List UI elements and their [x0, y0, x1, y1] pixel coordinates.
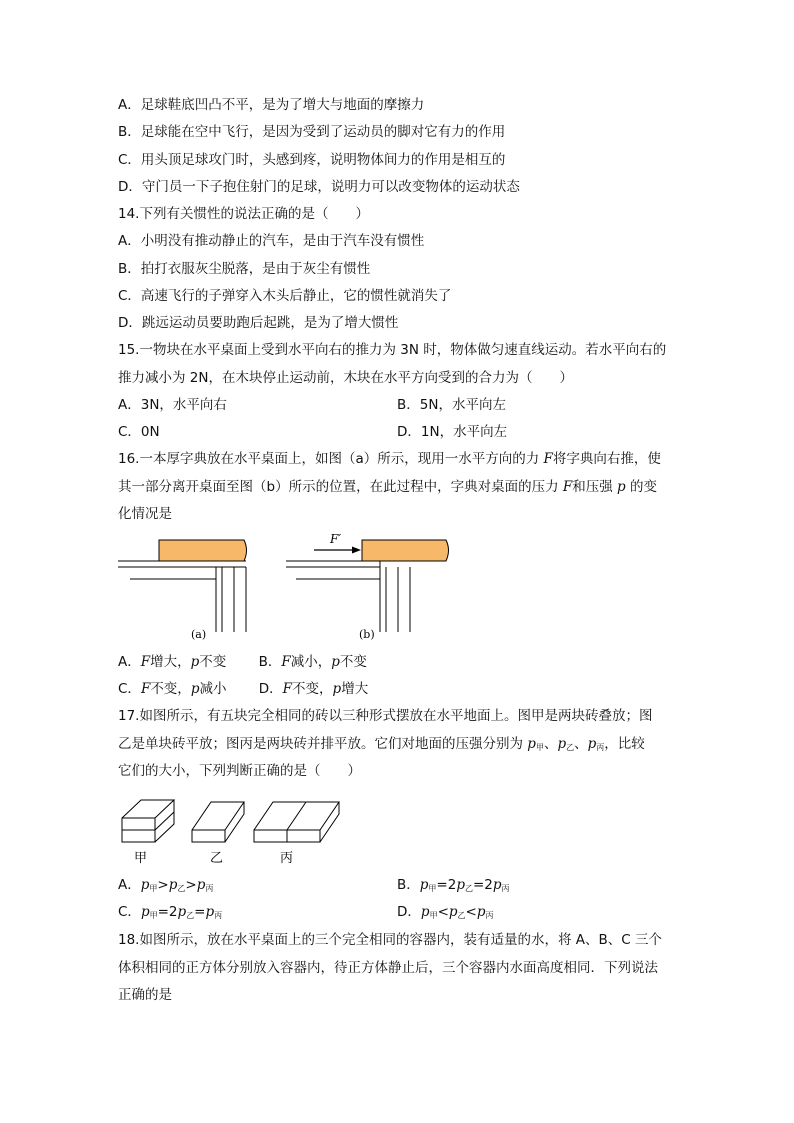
q14-option-c: C．高速飞行的子弹穿入木头后静止，它的惯性就消失了: [118, 288, 452, 304]
dictionary-b: [362, 540, 449, 561]
q15-stem-line2: 推力减小为 2N，在木块停止运动前，木块在水平方向受到的合力为（ ）: [118, 370, 573, 386]
q15-option-c: C．0N: [118, 424, 160, 440]
q17-stem-line3: 它们的大小，下列判断正确的是（ ）: [118, 763, 361, 779]
brick-pair-bing: [254, 802, 339, 842]
q17-option-c: C．$p_甲=2p_乙=p_丙$: [118, 904, 223, 920]
figure-a-label: (a): [191, 628, 207, 641]
q18-stem-line1: 18.如图所示，放在水平桌面上的三个完全相同的容器内，装有适量的水，将 A、B、C 三个: [118, 932, 662, 948]
q15-option-a: A．3N，水平向右: [118, 397, 227, 413]
q16-stem-line2: 其一部分离开桌面至图（b）所示的位置，在此过程中，字典对桌面的压力 F和压强 p 的变: [118, 479, 657, 495]
q16-option-d: D．F不变，p增大: [258, 681, 369, 697]
q17-option-b: B．$p_甲=2p_乙=2p_丙$: [397, 877, 510, 893]
q13-option-b: B．足球能在空中飞行，是因为受到了运动员的脚对它有力的作用: [118, 124, 506, 140]
figure-b: [286, 532, 449, 641]
q17-stem-line2: 乙是单块砖平放；图丙是两块砖并排平放。它们对地面的压强分别为 $p_甲$、$p_乙$、$p_丙$，比较: [118, 736, 645, 752]
label-yi: 乙: [210, 851, 224, 866]
figure-b-label: (b): [359, 628, 375, 641]
q18-stem-line2: 体积相同的正方体分别放入容器内，待正方体静止后，三个容器内水面高度相同．下列说法: [118, 960, 658, 976]
brick-stack-jia: [122, 800, 174, 842]
dictionary-a: [159, 540, 247, 561]
q13-option-d: D．守门员一下子抱住射门的足球，说明力可以改变物体的运动状态: [118, 179, 520, 195]
brick-flat-yi: [192, 802, 244, 842]
q16-options-row1: [118, 653, 367, 671]
q16-option-a: A．F增大，p不变: [118, 654, 227, 670]
q16-options-row2: [118, 680, 368, 698]
q17-bricks-figure: [118, 796, 363, 868]
q16-dictionary-figure: [118, 528, 458, 644]
figure-a: [118, 540, 247, 641]
q17-option-a: A．$p_甲>p_乙>p_丙$: [118, 877, 214, 893]
q17-stem-line1: 17.如图所示，有五块完全相同的砖以三种形式摆放在水平地面上。图甲是两块砖叠放；图: [118, 708, 653, 724]
q18-stem-line3: 正确的是: [118, 987, 172, 1003]
q14-stem: 14.下列有关惯性的说法正确的是（ ）: [118, 206, 369, 222]
q13-option-c: C．用头顶足球攻门时，头感到疼，说明物体间力的作用是相互的: [118, 152, 506, 168]
q14-option-b: B．拍打衣服灰尘脱落，是由于灰尘有惯性: [118, 261, 371, 277]
q16-stem-line1: 16.一本厚字典放在水平桌面上，如图（a）所示，现用一水平方向的力 F将字典向右推，使: [118, 451, 661, 467]
q14-option-a: A．小明没有推动静止的汽车，是由于汽车没有惯性: [118, 233, 425, 249]
q16-stem-line3: 化情况是: [118, 506, 172, 522]
force-label: F′: [330, 532, 342, 546]
q15-stem-line1: 15.一物块在水平桌面上受到水平向右的推力为 3N 时，物体做匀速直线运动。若水平向右的: [118, 342, 667, 358]
q14-option-d: D．跳远运动员要助跑后起跳，是为了增大惯性: [118, 315, 399, 331]
q16-option-b: B．F减小，p不变: [258, 654, 367, 670]
q15-option-d: D．1N，水平向左: [397, 424, 508, 440]
q15-option-b: B．5N，水平向左: [397, 397, 506, 413]
label-bing: 丙: [280, 851, 294, 866]
q16-option-c: C．F不变，p减小: [118, 681, 227, 697]
label-jia: 甲: [134, 851, 148, 866]
q13-option-a: A．足球鞋底凹凸不平，是为了增大与地面的摩擦力: [118, 97, 425, 113]
q17-option-d: D．$p_甲<p_乙<p_丙$: [397, 904, 494, 920]
